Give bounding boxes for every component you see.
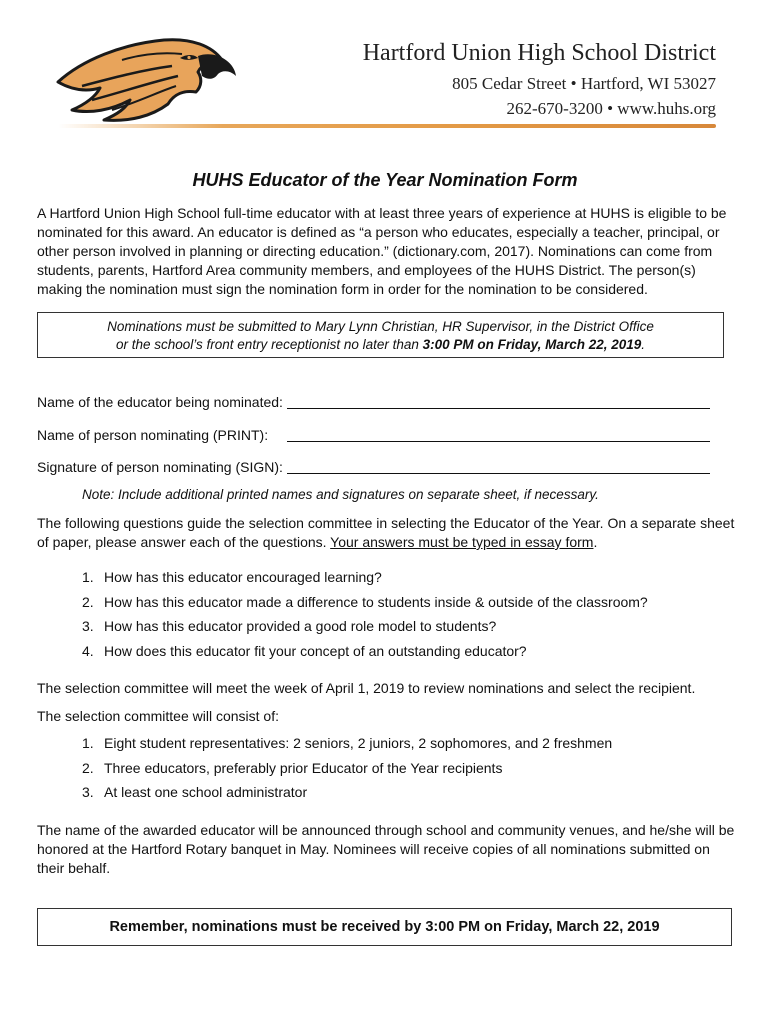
committee-item [82, 760, 502, 776]
question-number: 3. [82, 618, 94, 634]
committee-text: At least one school administrator [104, 784, 308, 800]
committee-text: Eight student representatives: 2 seniors, 2 juniors, 2 sophomores, and 2 freshmen [104, 735, 613, 751]
question-text: How does this educator fit your concept of an outstanding educator? [104, 643, 527, 659]
question-number: 2. [82, 594, 94, 610]
district-address: 805 Cedar Street • Hartford, WI 53027 [452, 74, 716, 93]
questions-intro [37, 514, 737, 552]
question-number: 4. [82, 643, 94, 659]
signature-label: Signature of person nominating (SIGN): [37, 459, 283, 475]
signature-field[interactable] [287, 473, 710, 474]
additional-names-note: Note: Include additional printed names and signatures on separate sheet, if necessary. [82, 487, 599, 502]
submission-deadline-box [37, 312, 724, 358]
intro-paragraph: A Hartford Union High School full-time educator with at least three years of experience at HUHS is eligible to be nominated for this award. An educator is defined as “a person who educates, especially a teacher, principal, or other person involved in planning or directing education.” (dictionary.com, 2017). Nominations can come from students, parents, Hartford Area community members, and employees of the HUHS District. The person(s) making the nomination must sign the nomination form in order for the nomination to be considered. [37, 205, 727, 297]
signature-row [37, 459, 283, 475]
reminder-box [37, 908, 732, 946]
hawk-mascot-icon [52, 30, 242, 128]
educator-name-label: Name of the educator being nominated: [37, 394, 283, 410]
committee-number: 1. [82, 735, 94, 751]
committee-number: 3. [82, 784, 94, 800]
nominator-name-label: Name of person nominating (PRINT): [37, 427, 269, 443]
submission-line-2 [38, 336, 723, 354]
submission-line-1: Nominations must be submitted to Mary Lynn Christian, HR Supervisor, in the District Office [107, 319, 654, 334]
questions-intro-end: . [593, 534, 598, 550]
district-contact: 262-670-3200 • www.huhs.org [506, 99, 716, 118]
form-title: HUHS Educator of the Year Nomination Form [192, 170, 578, 190]
submission-deadline: 3:00 PM on Friday, March 22, 2019 [422, 337, 642, 352]
question-text: How has this educator made a difference to students inside & outside of the classroom? [104, 594, 648, 610]
header-divider [58, 124, 716, 128]
question-item [82, 643, 527, 659]
educator-name-row [37, 394, 283, 410]
reminder-text: Remember, nominations must be received by 3:00 PM on Friday, March 22, 2019 [109, 919, 660, 935]
meeting-text: The selection committee will meet the week of April 1, 2019 to review nominations and select the recipient. [37, 680, 696, 696]
committee-text: Three educators, preferably prior Educator of the Year recipients [104, 760, 503, 776]
district-name: Hartford Union High School District [362, 40, 716, 66]
committee-number: 2. [82, 760, 94, 776]
committee-item [82, 735, 612, 751]
question-item [82, 618, 496, 634]
announcement-paragraph: The name of the awarded educator will be announced through school and community venues, and he/she will be honored at the Hartford Rotary banquet in May. Nominees will receive copies of all nominations submitted on their behalf. [37, 822, 735, 876]
nominator-name-field[interactable] [287, 441, 710, 442]
submission-line-2-prefix: or the school’s front entry receptionist no later than [115, 337, 423, 352]
question-item [82, 569, 382, 585]
committee-item [82, 784, 307, 800]
essay-requirement: Your answers must be typed in essay form [330, 534, 594, 550]
submission-line-2-suffix: . [641, 337, 646, 352]
educator-name-field[interactable] [287, 408, 710, 409]
question-item [82, 594, 648, 610]
question-number: 1. [82, 569, 94, 585]
questions-intro-text: The following questions guide the selection committee in selecting the Educator of the Year. On a separate sheet of paper, please answer each of the questions. [37, 515, 735, 550]
committee-intro: The selection committee will consist of: [37, 708, 279, 724]
question-text: How has this educator encouraged learning? [104, 569, 382, 585]
question-text: How has this educator provided a good role model to students? [104, 618, 497, 634]
nominator-name-row [37, 427, 268, 443]
